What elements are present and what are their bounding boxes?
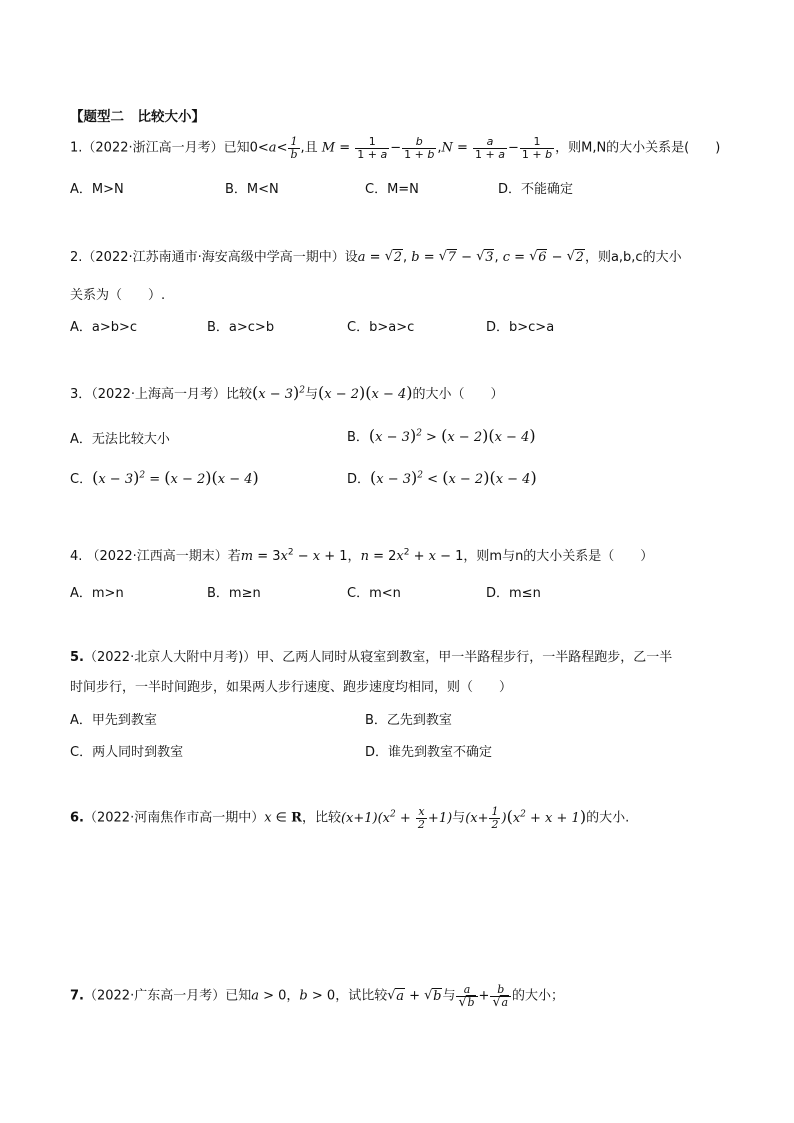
q2-stem-suffix: ，则a,b,c的大小 <box>584 250 682 265</box>
q5-number: 5. <box>70 650 84 665</box>
q3-option-b-label: B． <box>347 430 369 445</box>
q2-stem-prefix: 2.（2022·江苏南通市·海安高级中学高一期中）设 <box>70 250 358 265</box>
q4-option-c[interactable]: C．m<n <box>347 586 401 601</box>
q2-option-c[interactable]: C．b>a>c <box>347 320 415 335</box>
q7-stem-mid2: ，试比较 <box>335 988 388 1004</box>
question-3: 3．（2022·上海高一月考）比较$(x - 3)^2$与(x − 2)(x − 4)的大小（ ） <box>70 383 504 402</box>
question-2-line1: 2.（2022·江苏南通市·海安高级中学高一期中）设a = √ 2, b = √ 7 − √ 3, c = √ 6 − √ 2，则a,b,c的大小 <box>70 246 682 265</box>
q6-stem-mid2: 与 <box>452 810 466 826</box>
q5-option-d[interactable]: D．谁先到教室不确定 <box>365 745 493 760</box>
q1-stem-prefix: 1.（2022·浙江高一月考）已知0< <box>70 140 269 156</box>
q3-option-d[interactable]: D．$(x - 3)^2 < (x - 2)(x - 4)$ <box>347 468 537 487</box>
q4-option-a[interactable]: A．m>n <box>70 586 124 601</box>
q3-option-d-label: D． <box>347 472 371 487</box>
q5-option-b[interactable]: B．乙先到教室 <box>365 713 452 728</box>
q7-number: 7. <box>70 988 84 1004</box>
question-7: 7.（2022·广东高一月考）已知a > 0，b > 0，试比较√ a + √ b与 a √ b + b √ a 的大小； <box>70 984 564 1008</box>
q7-stem-mid3: 与 <box>442 988 456 1004</box>
q1-option-c[interactable]: C．M=N <box>365 182 419 197</box>
q3-option-c-label: C． <box>70 472 93 487</box>
q5-line1-text: （2022·北京人大附中月考)）甲、乙两人同时从寝室到教室，甲一半路程步行，一半路程跑步，乙一半 <box>83 650 673 665</box>
question-2-line2: 关系为（ ）. <box>70 288 166 303</box>
question-1: 1.（2022·浙江高一月考）已知0<a< $\frac{1}{b}$ ,且 M = $\frac{1}{1 + a}$ − $\frac{b}{1 + b}$ ,N = $\frac{a}{1 + a}$ − $\frac{1}{1 + b}$ ，则M,N的大小关系是( ) <box>70 135 721 161</box>
section-title: 【题型二 比较大小】 <box>70 109 205 125</box>
q6-number: 6. <box>70 810 84 826</box>
q2-option-d[interactable]: D．b>c>a <box>486 320 555 335</box>
q7-stem-mid1: ， <box>286 988 300 1004</box>
q3-stem-suffix: 的大小（ ） <box>412 387 504 402</box>
q5-option-c[interactable]: C．两人同时到教室 <box>70 745 184 760</box>
q6-stem-mid1: ，比较 <box>301 810 341 826</box>
question-5-line2: 时间步行，一半时间跑步，如果两人步行速度、跑步速度均相同，则（ ） <box>70 680 513 695</box>
q2-option-b[interactable]: B．a>c>b <box>207 320 275 335</box>
q3-option-c[interactable]: C．$(x - 3)^2 = (x - 2)(x - 4)$ <box>70 468 259 487</box>
q1-option-b[interactable]: B．M<N <box>225 182 279 197</box>
q1-stem-suffix: ，则M,N的大小关系是( ) <box>555 140 721 156</box>
question-6: 6.（2022·河南焦作市高一期中）x ∈ R，比较$(x+1)(x^2$ + $\frac{x}{2}$ +1)与(x+ $\frac{1}{2}$ )$(x^2 + x + 1)$的大小. <box>70 805 630 831</box>
q3-stem-prefix: 3．（2022·上海高一月考）比较 <box>70 387 252 402</box>
q1-option-d[interactable]: D．不能确定 <box>498 182 574 197</box>
q4-option-b[interactable]: B．m≥n <box>207 586 261 601</box>
question-5-line1 <box>70 646 672 665</box>
q4-stem-suffix: ，则m与n的大小关系是（ ） <box>463 549 654 564</box>
q7-stem-suffix: 的大小； <box>512 988 565 1004</box>
q6-stem-prefix: （2022·河南焦作市高一期中） <box>83 810 265 826</box>
q3-option-b[interactable]: B．$(x - 3)^2 > (x - 2)(x - 4)$ <box>347 426 536 445</box>
q3-stem-mid: 与 <box>305 387 319 402</box>
question-4: 4. （2022·江西高一期末）若$m = 3x^2 - x + 1$，$n = 2x^2 + x - 1$，则m与n的大小关系是（ ） <box>70 547 654 564</box>
q2-option-a[interactable]: A．a>b>c <box>70 320 138 335</box>
q7-stem-prefix: （2022·广东高一月考）已知 <box>83 988 252 1004</box>
q4-option-d[interactable]: D．m≤n <box>486 586 541 601</box>
q6-stem-suffix: 的大小. <box>586 810 630 826</box>
q1-option-a[interactable]: A．M>N <box>70 182 124 197</box>
q4-stem-prefix: 4. （2022·江西高一期末）若 <box>70 549 241 564</box>
q3-option-a[interactable]: A．无法比较大小 <box>70 432 170 447</box>
q5-option-a[interactable]: A．甲先到教室 <box>70 713 157 728</box>
